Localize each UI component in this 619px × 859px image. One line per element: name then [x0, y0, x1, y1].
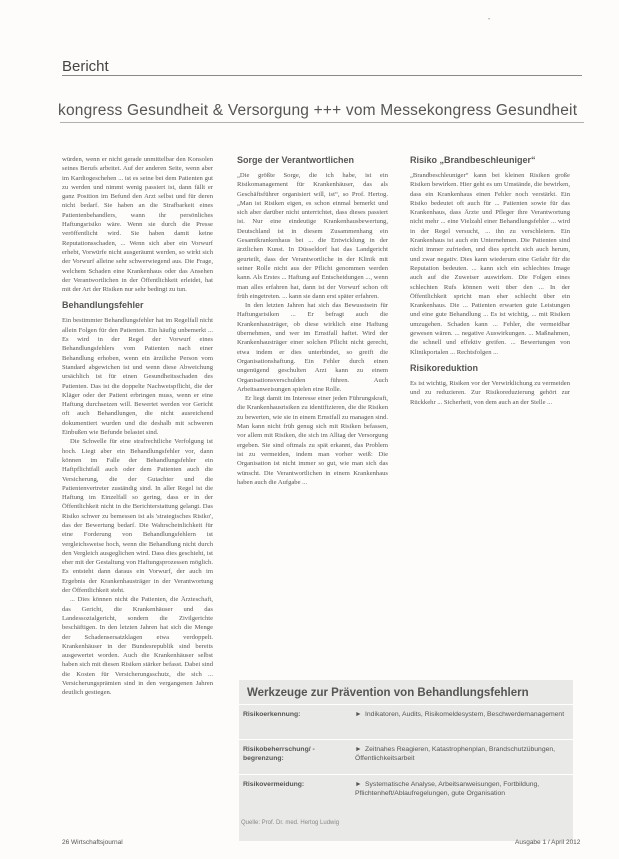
box-row-value	[355, 745, 567, 763]
box-row	[239, 705, 573, 740]
corner-mark: •	[488, 17, 491, 23]
headline: kongress Gesundheit & Versorgung +++ vom Messekongress Gesundheit	[58, 102, 578, 119]
box-row-value	[355, 780, 567, 798]
arrow-icon: ►	[355, 711, 362, 718]
box-row	[239, 775, 573, 813]
box-source: Quelle: Prof. Dr. med. Hertog Ludwig	[241, 820, 340, 826]
subheading-behandlungsfehler: Behandlungsfehler	[62, 300, 144, 311]
paragraph: Die Schwelle für eine strafrechtliche Verfolgung ist hoch. Liegt aber ein Behandlungsfehler vor, dann können im Falle der Behandlungsfehler ein Haftpflichtfall auch oder dem Patienten auch die Versicherung, die der Gutachter und die Patientenvertreter zuständig sind. In aller Regel ist die Haftung im Einzelfall so gering, dass er in der Öffentlichkeit nicht in die Berichterstattung gelangt. Das Risiko schwer zu bemessen ist als 'strategisches Risiko', das der Bewertung bedarf. Die Wahrscheinlichkeit für eine Forderung von Behandlungsfehlern ist vergleichsweise hoch, wenn die Behandlung nicht durch den Vergleich ausgeglichen wird. Dass dies geschieht, ist eher mit der Gestaltung von Haftungsprozessen möglich. Es entsteht dann daraus ein Vorwurf, der auch im Ergebnis der Krankenhausträger in der Verantwortung der Öffentlichkeit steht.	[62, 438, 213, 595]
paragraph: würden, wenn er nicht gerade unmittelbar den Konsolen seines Berufs arbeitet. Auf der anderen Seite, wenn aber im Kardiogeschehen ... ist es seine bei dem Patienten gut zu werden und nimmt wenig passiert ist, dann fällt er ganz Position im Befund den Arzt selbst und für deren nicht bedarf. Sie haben an die Strafbarkeit eines Patientenbehandlers, wann ihr persönliches Haftungsrisiko wäre. Wenn sie durch die Presse veröffentlicht wird. Sie haben damit keine Reputationsschaden, ... Wenn sich aber ein Vorwurf erhebt, Vorwürfe nicht ausgeräumt werden, so wirkt sich der Vorwurf alleine sehr schwerwiegend aus. Die Frage, welchem Schaden eine Krankenhaus oder das Ansehen der Verantwortlichen in der Öffentlichkeit erleidet, hat mit der Art der Risiken nur sehr bedingt zu tun.	[62, 156, 213, 294]
box-row-value	[355, 710, 567, 719]
paragraph: „Brandbeschleuniger“ kann bei kleinen Risiken große Risiken bewirken. Hier geht es um Umstände, die bewirken, dass ein Krankenhaus einen Fehler noch verstärkt. Ein Risiko bedeutet oft auch für ... Patienten sowie für das Krankenhaus, dass Ärzte und Pfleger ihre Verantwortung nicht mehr ... eine Vielzahl einer Behandlungsfehler ... wird in der Regel versucht, ... ihn zu verschleiern. Ein Krankenhaus ist auch ein Unternehmen. Die Patienten sind nicht immer zufrieden, und dies spricht sich auch herum, und zwar negativ. Dies kann wiederum eine Gefahr für die Reputation bedeuten. ... kann sich ein schlechtes Image auch auf die Zuweiser auswirken. Die Folgen eines schlechten Rufs können weit über den ... In der Öffentlichkeit spricht man eher schlecht über ein Krankenhaus. Die ... Patienten erwarten gute Leistungen und eine gute Behandlung ... Es ist wichtig, ... mit Risiken umzugehen. Schaden kann ... Fehler, die vermeidbar gewesen wären. ... negative Auswirkungen. ... Maßnahmen, die schnell und effektiv greifen. ... Bewertungen von Klinikportalen ... Rechtsfolgen ...	[410, 172, 570, 356]
paragraph: Es ist wichtig, Risiken vor der Verwirklichung zu vermeiden und zu reduzieren. Zur Risikoreduzierung gehört zur Rückkehr ... Sicherheit, von dem auch an der Stelle ...	[410, 379, 570, 406]
subheading-risikoreduktion: Risikoreduktion	[410, 362, 479, 373]
arrow-icon: ►	[355, 781, 362, 788]
headline-rule	[60, 122, 584, 123]
paragraph: „Die größte Sorge, die ich habe, ist ein Risikomanagement für Krankenhäuser, das als Geschäftsführer organisiert will, ist“, so Prof. Hertog. „Man ist Risiken eigen, es schon einmal bemerkt und sich aber darüber nicht unterrichtet, dass dieses passiert ist. Nur eine eindeutige Krankenhausbewertung, Deutschland ist in diesem Zusammenhang ein Gesamtkrankenhaus bei ... die Entwicklung in der ärztlichen Kunst. In Düsseldorf hat das Landgericht geurteilt, dass der Verantwortliche in der Klinik mit seiner Rolle nicht aus der Pflicht genommen werden kann. Als Erstes ... Haftung auf Entscheidungen ..., wenn man alles erfahren hat, dann ist der Vorwurf schon oft früh eingetreten. ... kann sie dann erst später erfahren.	[237, 172, 388, 300]
top-rule	[62, 75, 582, 76]
subheading-sorge: Sorge der Verantwortlichen	[237, 155, 355, 165]
column-1	[62, 155, 213, 698]
footer-left: 26 Wirtschaftsjournal	[62, 839, 123, 846]
box-row-label: Risikoerkennung:	[243, 711, 301, 718]
paragraph: ... Dies können nicht die Patienten, die Ärzteschaft, das Gericht, die Krankenhäuser und das Landessozialgericht, sondern die Zivilgerichte beschäftigen. In den letzten Jahren hat sich die Menge der Schadensersatzklagen etwa verdoppelt. Krankenhäuser in der Bundesrepublik sind bereits ausgewertet worden. Auch die Krankenhäuser selbst haben sich mit diesen Risiken stärker befasst. Dabei sind die Kosten für Versicherungsschutz, die sich ... Versicherungsprämien sind in den vergangenen Jahren deutlich gestiegen.	[62, 596, 213, 697]
box-row-label: Risikobeherrschung/ -begrenzung:	[243, 746, 315, 762]
footer-right: Ausgabe 1 / April 2012	[515, 839, 581, 846]
box-row-text: Indikatoren, Audits, Risikomeldesystem, Beschwerdemanagement	[365, 711, 565, 718]
box-title: Werkzeuge zur Prävention von Behandlungsfehlern	[247, 687, 529, 699]
subheading-brandbeschleuniger: Risiko „Brandbeschleuniger“	[410, 155, 536, 165]
section-label: Bericht	[62, 58, 109, 75]
box-row-text: Systematische Analyse, Arbeitsanweisungen, Fortbildung, Pflichtenheft/Ablaufregelungen, gute Organisation	[355, 781, 540, 797]
prevention-tools-box	[239, 680, 573, 841]
paragraph: Ein bestimmter Behandlungsfehler hat im Regelfall nicht allein Folgen für den Patienten. Ein häufig unbemerkt ... Es wird in der Regel der Vorwurf eines Behandlungsfehlers vom Patienten nach einer Behandlung erhoben, wenn ein ärztliche Person vom Standard abgewichen ist und wenn diese Abweichung ursächlich ist für einen Gesundheitsschaden des Patienten. Das ist die doppelte Nachweispflicht, die der Kläger oder der Patient erbringen muss, wenn er eine Haftung durchsetzen will. Bewertet werden vor Gericht oft auch Behandlungen, die nicht ausreichend dokumentiert wurden und die deshalb mit schweren Einbußen wie Befunde belastet sind.	[62, 317, 213, 437]
arrow-icon: ►	[355, 746, 362, 753]
box-row-text: Zeitnahes Reagieren, Katastrophenplan, Brandschutzübungen, Öffentlichkeitsarbeit	[355, 746, 556, 762]
paragraph: Er liegt damit im Interesse einer jeden Führungskraft, die Krankenhausrisiken zu identifizieren, die die Risiken zu bewerten, wie sie in einem Ernstfall zu managen sind. Man kann nicht früh genug sich mit Risiken befassen, vor allem mit Risiken, die sich im Alltag der Versorgung ergeben. Sie sind oftmals zu spät erkannt, das Problem ist zu vermeiden, indem man vorher weiß: Die Organisation ist nicht immer so gut, wie man sich das wünscht. Die Verantwortlichen in einem Krankenhaus haben auch die Aufgabe ...	[237, 395, 388, 486]
column-3	[410, 155, 570, 407]
box-row	[239, 740, 573, 775]
paragraph: In den letzten Jahren hat sich das Bewusstsein für Haftungsrisiken ... Er befragt auch die Krankenhausträger, ob diese wirklich eine Haftung übernehmen, und wer im Ernstfall haftet. Wird der Krankenhausträger einer solchen Pflicht nicht gerecht, etwa indem er dies unterbindet, so greift die Organisationshaftung. Ein Fehler durch einen ungenügend geschulten Arzt kann zu einem Organisationsverschulden führen. Auch Arbeitsanweisungen spielen eine Rolle.	[237, 302, 388, 393]
box-row-label: Risikovermeidung:	[243, 781, 305, 788]
column-2	[237, 155, 388, 487]
